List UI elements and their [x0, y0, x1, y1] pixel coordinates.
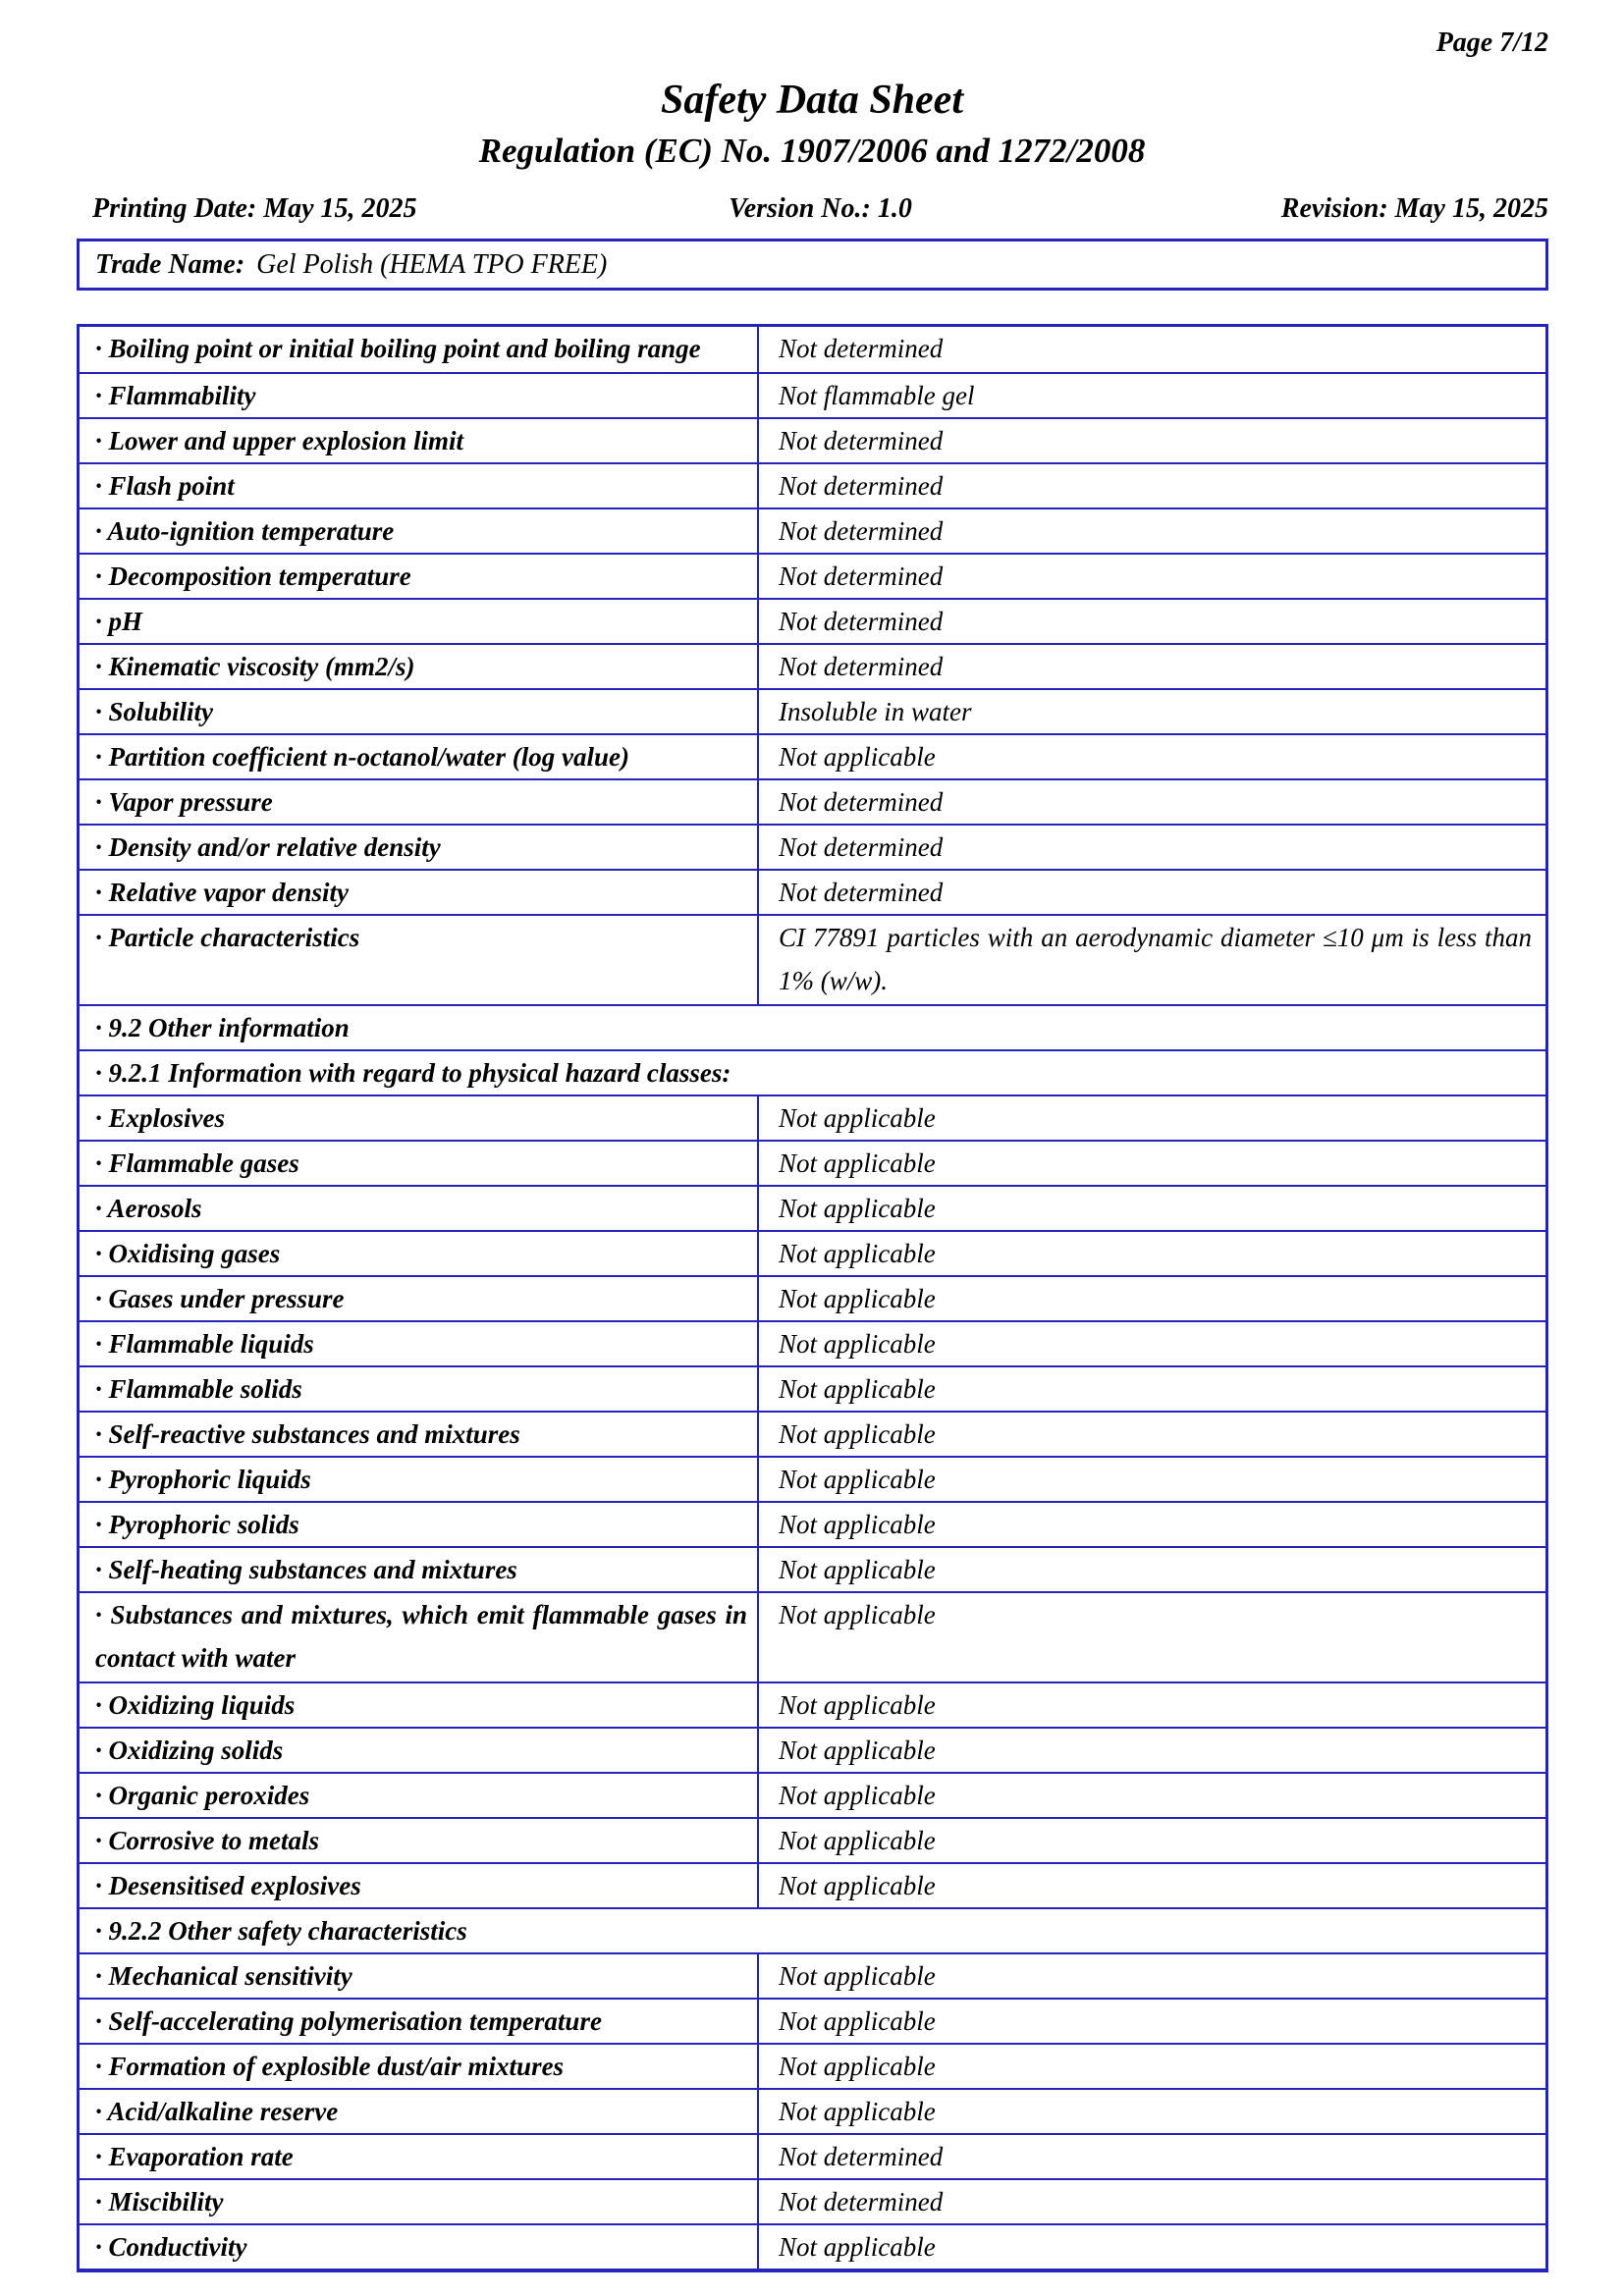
table-row — [80, 688, 1545, 733]
row-label: · Self-reactive substances and mixtures — [80, 1413, 759, 1456]
table-row — [80, 507, 1545, 553]
row-label: · Solubility — [80, 690, 759, 733]
table-row — [80, 824, 1545, 869]
document-meta-row — [77, 193, 1548, 225]
row-value: Not applicable — [779, 1555, 936, 1584]
row-value: Not applicable — [779, 2232, 936, 2262]
row-label: · Explosives — [80, 1096, 759, 1140]
table-row — [80, 1591, 1545, 1682]
row-label: · Oxidising gases — [80, 1232, 759, 1275]
row-value: Not applicable — [779, 2097, 936, 2126]
row-value: Not applicable — [779, 2006, 936, 2036]
row-label: · Miscibility — [80, 2180, 759, 2223]
row-label: · Oxidizing liquids — [80, 1683, 759, 1727]
row-value: Not determined — [779, 2142, 944, 2171]
table-row — [80, 553, 1545, 598]
section-header-row — [80, 1907, 1545, 1952]
table-row — [80, 417, 1545, 462]
table-row — [80, 1230, 1545, 1275]
revision-date: Revision: May 15, 2025 — [1280, 193, 1548, 224]
row-label: · Oxidizing solids — [80, 1729, 759, 1772]
table-row — [80, 2133, 1545, 2178]
row-label: · Flammability — [80, 374, 759, 417]
table-row — [80, 2043, 1545, 2088]
row-value: Not applicable — [779, 1465, 936, 1494]
row-value: Not determined — [779, 607, 944, 636]
table-row — [80, 1411, 1545, 1456]
row-value: Not applicable — [779, 1239, 936, 1268]
row-label: · Decomposition temperature — [80, 555, 759, 598]
table-row — [80, 372, 1545, 417]
row-value: Not determined — [779, 832, 944, 862]
row-value: Not determined — [779, 516, 944, 546]
table-row — [80, 733, 1545, 778]
table-row — [80, 778, 1545, 824]
table-row — [80, 1998, 1545, 2043]
row-value: Not applicable — [779, 1329, 936, 1359]
row-value: Not determined — [779, 561, 944, 591]
row-value: Insoluble in water — [779, 697, 972, 726]
row-value: Not determined — [779, 787, 944, 817]
table-row — [80, 1546, 1545, 1591]
row-value: Not applicable — [779, 1148, 936, 1178]
row-value: Not applicable — [779, 1690, 936, 1720]
table-row — [80, 1320, 1545, 1365]
row-value: Not applicable — [779, 1103, 936, 1133]
row-label: · Flammable solids — [80, 1367, 759, 1411]
row-value: Not determined — [779, 426, 944, 455]
row-label: · Organic peroxides — [80, 1774, 759, 1817]
row-label: · Evaporation rate — [80, 2135, 759, 2178]
row-label: · Flash point — [80, 464, 759, 507]
row-label: · pH — [80, 600, 759, 643]
table-row — [80, 1456, 1545, 1501]
version-number: Version No.: 1.0 — [729, 193, 912, 224]
row-value: Not applicable — [779, 742, 936, 772]
section-label: · 9.2.2 Other safety characteristics — [95, 1916, 467, 1946]
page-number: Page 7/12 — [1435, 27, 1548, 58]
row-label: · Flammable gases — [80, 1142, 759, 1185]
table-row — [80, 869, 1545, 914]
row-label: · Relative vapor density — [80, 871, 759, 914]
table-row — [80, 1682, 1545, 1727]
row-value: Not applicable — [779, 1510, 936, 1539]
table-row — [80, 1817, 1545, 1862]
row-value: Not applicable — [779, 1961, 936, 1991]
table-row — [80, 1727, 1545, 1772]
row-value: Not determined — [779, 878, 944, 907]
physical-properties-table — [77, 324, 1548, 2272]
row-label: · Kinematic viscosity (mm2/s) — [80, 645, 759, 688]
row-value: Not determined — [779, 2187, 944, 2216]
row-value: Not applicable — [779, 1284, 936, 1313]
trade-name-value: Gel Polish (HEMA TPO FREE) — [256, 248, 608, 280]
row-label: · Self-heating substances and mixtures — [80, 1548, 759, 1591]
table-row — [80, 462, 1545, 507]
row-label: · Formation of explosible dust/air mixtures — [80, 2045, 759, 2088]
row-value: Not applicable — [779, 1871, 936, 1900]
trade-name-label: Trade Name: — [95, 248, 245, 280]
row-label: · Flammable liquids — [80, 1322, 759, 1365]
row-label: · Acid/alkaline reserve — [80, 2090, 759, 2133]
row-label: · Pyrophoric solids — [80, 1503, 759, 1546]
document-subtitle: Regulation (EC) No. 1907/2006 and 1272/2008 — [478, 132, 1146, 170]
section-header-row — [80, 1004, 1545, 1049]
table-row — [80, 1275, 1545, 1320]
row-label: · Substances and mixtures, which emit flammable gases in contact with water — [80, 1593, 759, 1682]
table-row — [80, 1772, 1545, 1817]
row-value: CI 77891 particles with an aerodynamic diameter ≤10 μm is less than 1% (w/w). — [779, 923, 1532, 995]
row-value: Not determined — [779, 652, 944, 681]
table-row — [80, 2088, 1545, 2133]
document-title: Safety Data Sheet — [661, 78, 963, 123]
table-row — [80, 643, 1545, 688]
table-row — [80, 1952, 1545, 1998]
row-value: Not flammable gel — [779, 381, 975, 410]
table-row — [80, 598, 1545, 643]
row-label: · Lower and upper explosion limit — [80, 419, 759, 462]
row-label: · Self-accelerating polymerisation temperature — [80, 2000, 759, 2043]
row-value: Not determined — [779, 471, 944, 501]
section-label: · 9.2.1 Information with regard to physical hazard classes: — [95, 1058, 731, 1088]
row-value: Not applicable — [779, 1419, 936, 1449]
row-value: Not applicable — [779, 1374, 936, 1404]
row-value: Not determined — [779, 334, 944, 363]
row-value: Not applicable — [779, 1735, 936, 1765]
table-row — [80, 1095, 1545, 1140]
table-row — [80, 1862, 1545, 1907]
row-label: · Particle characteristics — [80, 916, 759, 1004]
table-row — [80, 1501, 1545, 1546]
trade-name-box — [77, 239, 1548, 291]
table-row — [80, 2178, 1545, 2223]
row-value: Not applicable — [779, 1600, 936, 1629]
row-label: · Density and/or relative density — [80, 826, 759, 869]
row-label: · Auto-ignition temperature — [80, 509, 759, 553]
row-label: · Desensitised explosives — [80, 1864, 759, 1907]
table-row — [80, 1365, 1545, 1411]
table-row — [80, 2223, 1545, 2269]
section-header-row — [80, 1049, 1545, 1095]
row-label: · Boiling point or initial boiling point and boiling range — [80, 327, 759, 372]
table-row — [80, 1185, 1545, 1230]
row-label: · Conductivity — [80, 2225, 759, 2269]
table-row — [80, 1140, 1545, 1185]
table-row — [80, 914, 1545, 1004]
row-label: · Aerosols — [80, 1187, 759, 1230]
row-value: Not applicable — [779, 1826, 936, 1855]
section-label: · 9.2 Other information — [95, 1013, 350, 1042]
row-label: · Gases under pressure — [80, 1277, 759, 1320]
row-label: · Partition coefficient n-octanol/water (log value) — [80, 735, 759, 778]
row-label: · Corrosive to metals — [80, 1819, 759, 1862]
row-value: Not applicable — [779, 2052, 936, 2081]
row-label: · Vapor pressure — [80, 780, 759, 824]
row-value: Not applicable — [779, 1781, 936, 1810]
row-label: · Pyrophoric liquids — [80, 1458, 759, 1501]
row-value: Not applicable — [779, 1194, 936, 1223]
table-row — [80, 327, 1545, 372]
row-label: · Mechanical sensitivity — [80, 1954, 759, 1998]
printing-date: Printing Date: May 15, 2025 — [92, 193, 417, 224]
